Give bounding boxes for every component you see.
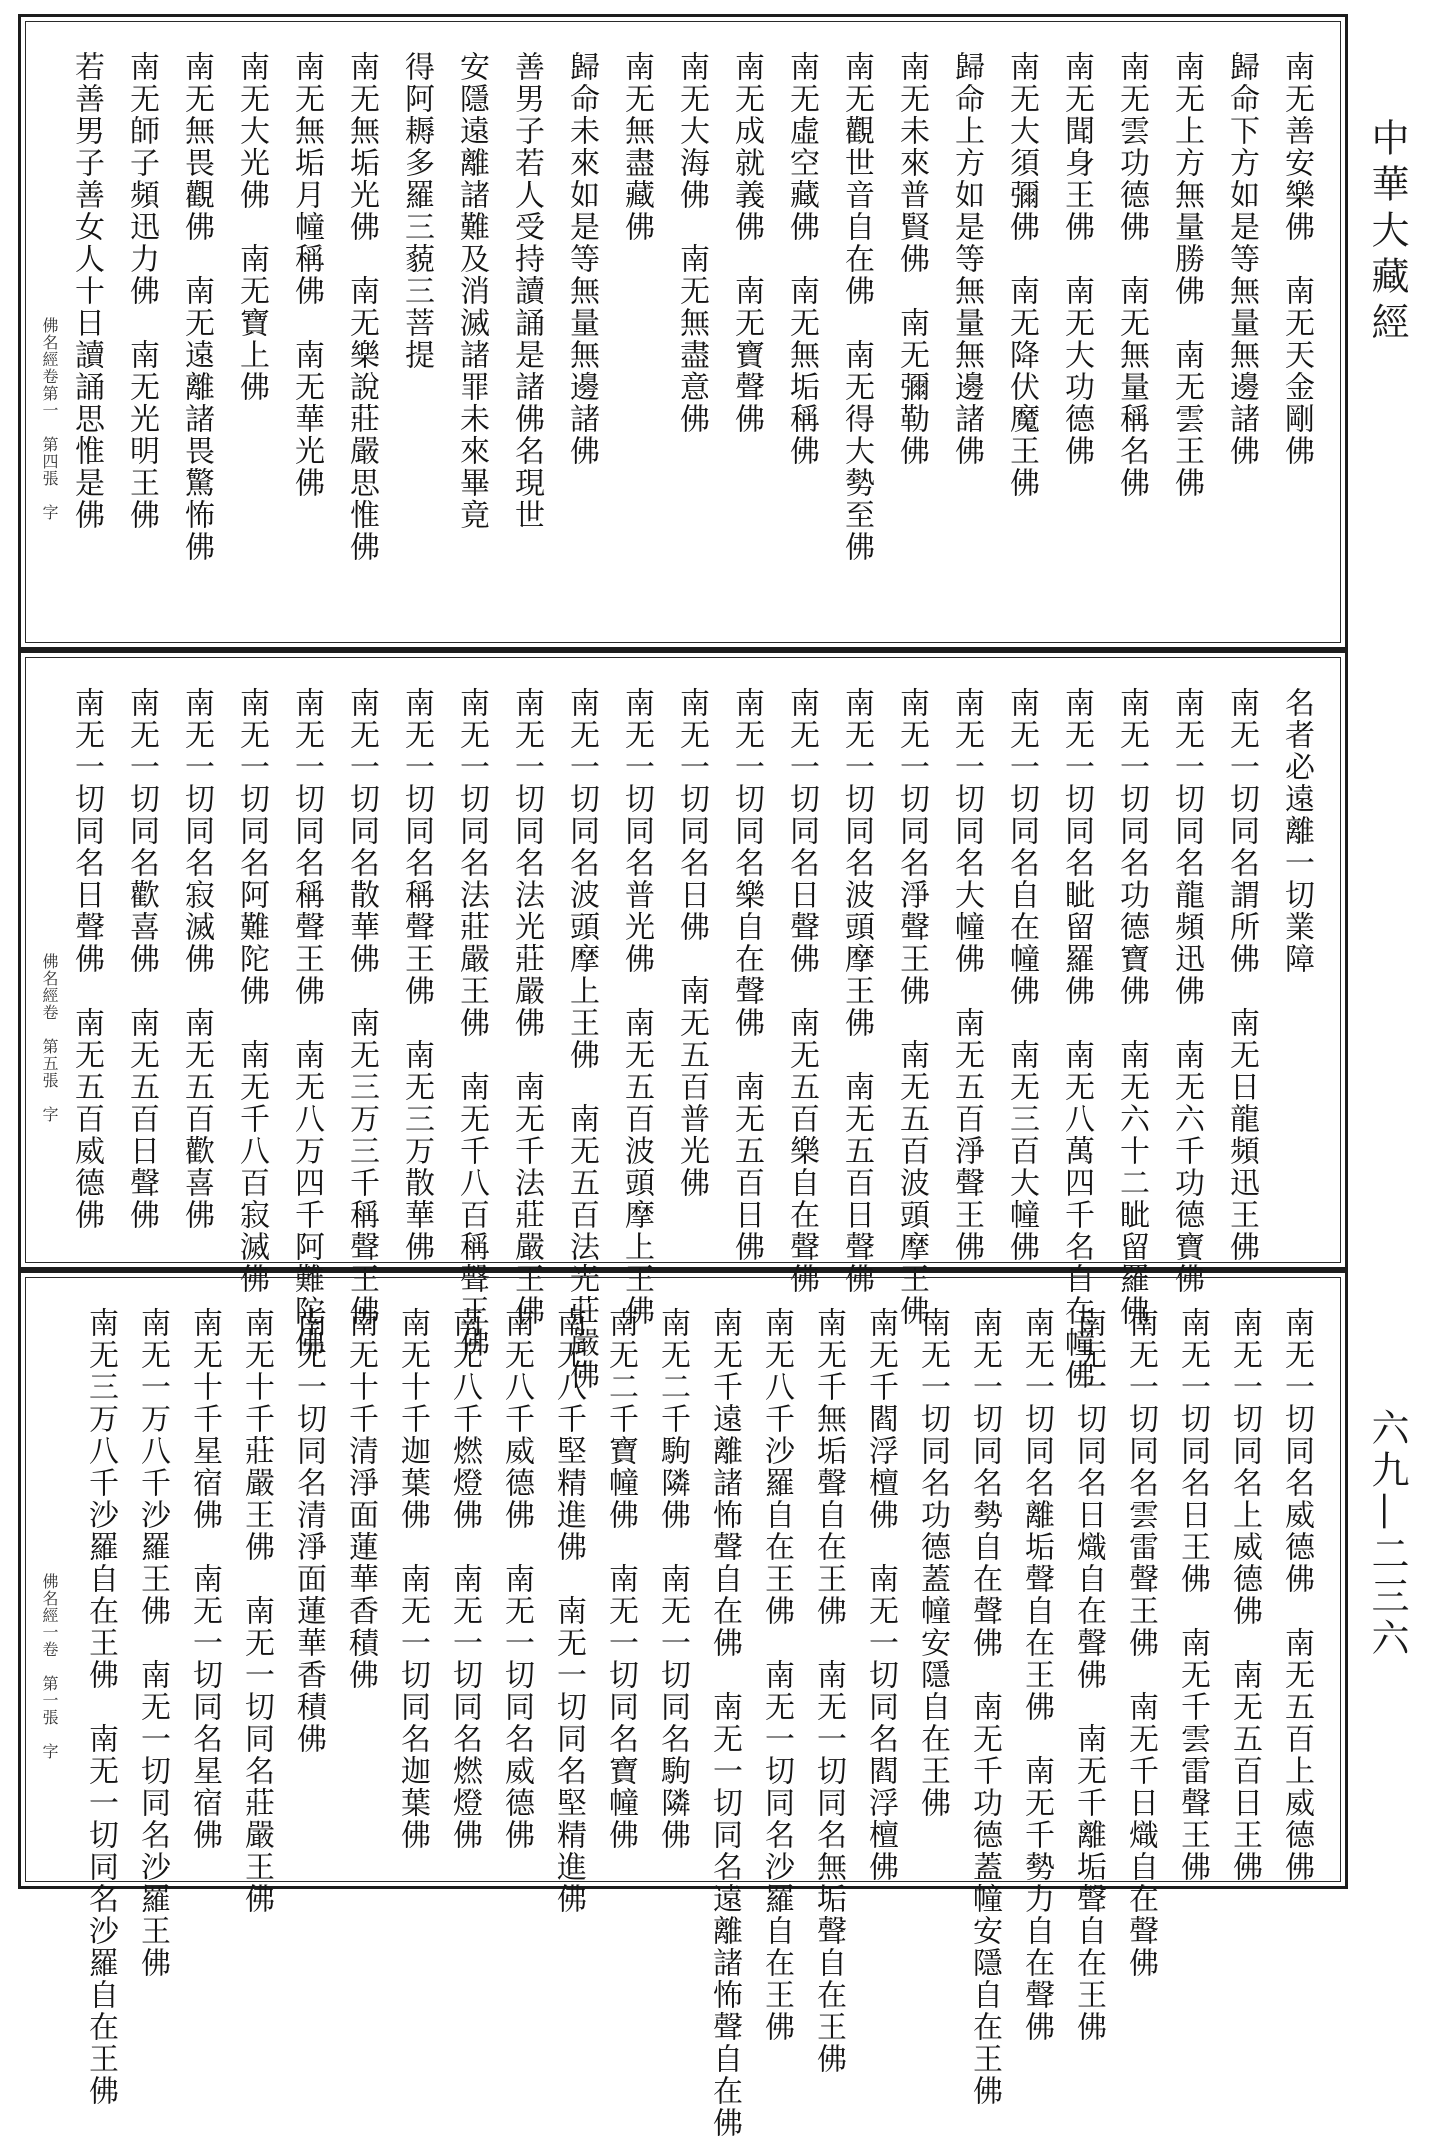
text-column: 南无大須彌佛 南无降伏魔王佛 — [1004, 51, 1039, 499]
text-column: 南无一切同名功德寶佛 南无六十二眦留羅佛 — [1114, 687, 1149, 1327]
text-column: 南无一切同名眦留羅佛 南无八萬四千名自在幢佛 — [1059, 687, 1094, 1391]
text-column: 南无一切同名上威德佛 南无五百日王佛 — [1227, 1307, 1262, 1883]
text-column: 南无無盡藏佛 — [619, 51, 654, 243]
text-panel-bottom — [18, 1270, 1348, 2139]
text-column: 南无千遠離諸怖聲自在佛 南无一切同名遠離諸怖聲自在佛 — [707, 1307, 742, 2139]
text-column: 南无一切同名雲雷聲王佛 南无千日熾自在聲佛 — [1123, 1307, 1158, 1979]
text-column: 得阿耨多羅三藐三菩提 — [399, 51, 434, 371]
text-column: 南无一切同名寂滅佛 南无五百歡喜佛 — [179, 687, 214, 1231]
text-column: 南无一切同名龍頻迅佛 南无六千功德寶佛 — [1169, 687, 1204, 1295]
text-column: 歸命未來如是等無量無邊諸佛 — [564, 51, 599, 467]
text-column: 南无十千迦葉佛 南无一切同名迦葉佛 — [395, 1307, 430, 1851]
text-column: 南无虛空藏佛 南无無垢稱佛 — [784, 51, 819, 467]
text-column: 南无觀世音自在佛 南无得大勢至佛 — [839, 51, 874, 563]
text-column: 南无一切同名功德蓋幢安隱自在王佛 — [915, 1307, 950, 1819]
text-column: 南无千無垢聲自在王佛 南无一切同名無垢聲自在王佛 — [811, 1307, 846, 2075]
text-column: 歸命下方如是等無量無邊諸佛 — [1224, 51, 1259, 467]
text-column: 南无二千駒隣佛 南无一切同名駒隣佛 — [655, 1307, 690, 1851]
text-column: 南无一切同名日佛 南无五百普光佛 — [674, 687, 709, 1199]
text-column: 南无一切同名稱聲王佛 南无八万四千阿難陀佛 — [289, 687, 324, 1359]
text-column: 南无一切同名散華佛 南无三万三千稱聲王佛 — [344, 687, 379, 1327]
text-column: 南无未來普賢佛 南无彌勒佛 — [894, 51, 929, 467]
text-column: 南无一切同名稱聲王佛 南无三万散華佛 — [399, 687, 434, 1263]
text-column: 南无師子頻迅力佛 南无光明王佛 — [124, 51, 159, 531]
column-group — [21, 653, 1345, 1391]
text-column: 南无一切同名威德佛 南无五百上威德佛 — [1279, 1307, 1314, 1883]
text-column: 南无一切同名波頭摩上王佛 南无五百法光莊嚴佛 — [564, 687, 599, 1391]
text-column: 南无一切同名日王佛 南无千雲雷聲王佛 — [1175, 1307, 1210, 1883]
text-column: 南无八千燃燈佛 南无一切同名燃燈佛 — [447, 1307, 482, 1851]
text-column: 名者必遠離一切業障 — [1279, 687, 1314, 975]
text-column: 南无千閻浮檀佛 南无一切同名閻浮檀佛 — [863, 1307, 898, 1883]
text-column: 南无十千星宿佛 南无一切同名星宿佛 — [187, 1307, 222, 1851]
text-column: 南无一切同名法光莊嚴佛 南无千法莊嚴王佛 — [509, 687, 544, 1327]
text-column: 南无三万八千沙羅自在王佛 南无一切同名沙羅自在王佛 — [83, 1307, 118, 2107]
text-column: 若善男子善女人十日讀誦思惟是佛 — [69, 51, 104, 531]
margin-note: 佛名經一卷 第一張 字 — [40, 1573, 59, 1760]
text-column: 南无無畏觀佛 南无遠離諸畏驚怖佛 — [179, 51, 214, 563]
text-column: 南无十千莊嚴王佛 南无一切同名莊嚴王佛 — [239, 1307, 274, 1915]
text-column: 南无一切同名清淨面蓮華香積佛 — [291, 1307, 326, 1755]
collection-title: 中華大藏經 — [1365, 118, 1409, 348]
text-column: 南无一切同名日熾自在聲佛 南无千離垢聲自在王佛 — [1071, 1307, 1106, 2043]
column-group — [21, 1273, 1345, 2139]
column-group — [21, 17, 1345, 647]
text-column: 南无一切同名自在幢佛 南无三百大幢佛 — [1004, 687, 1039, 1263]
text-column: 南无大海佛 南无無盡意佛 — [674, 51, 709, 435]
text-column: 南无一切同名樂自在聲佛 南无五百日佛 — [729, 687, 764, 1263]
text-column: 安隱遠離諸難及消滅諸罪未來畢竟 — [454, 51, 489, 531]
text-column: 南无一切同名波頭摩王佛 南无五百日聲佛 — [839, 687, 874, 1295]
text-column: 歸命上方如是等無量無邊諸佛 — [949, 51, 984, 467]
text-column: 南无十千清淨面蓮華香積佛 — [343, 1307, 378, 1691]
text-column: 南无一切同名離垢聲自在王佛 南无千勢力自在聲佛 — [1019, 1307, 1054, 2043]
text-column: 南无二千寶幢佛 南无一切同名寶幢佛 — [603, 1307, 638, 1851]
text-panel-top — [18, 14, 1348, 650]
text-column: 南无一切同名日聲佛 南无五百威德佛 — [69, 687, 104, 1231]
text-column: 南无一切同名淨聲王佛 南无五百波頭摩王佛 — [894, 687, 929, 1327]
text-column: 南无無垢月幢稱佛 南无華光佛 — [289, 51, 324, 499]
text-column: 南无一切同名勢自在聲佛 南无千功德蓋幢安隱自在王佛 — [967, 1307, 1002, 2107]
text-column: 南无成就義佛 南无寶聲佛 — [729, 51, 764, 435]
text-column: 南无一万八千沙羅王佛 南无一切同名沙羅王佛 — [135, 1307, 170, 1979]
text-column: 南无一切同名大幢佛 南无五百淨聲王佛 — [949, 687, 984, 1263]
text-column: 南无聞身王佛 南无大功德佛 — [1059, 51, 1094, 467]
margin-note: 佛名經卷第一 第四張 字 — [40, 317, 59, 521]
page-number: 六九—二三六 — [1365, 1408, 1409, 1660]
text-column: 南无一切同名普光佛 南无五百波頭摩上王佛 — [619, 687, 654, 1327]
text-column: 南无八千堅精進佛 南无一切同名堅精進佛 — [551, 1307, 586, 1915]
text-column: 南无大光佛 南无寶上佛 — [234, 51, 269, 403]
text-column: 南无八千威德佛 南无一切同名威德佛 — [499, 1307, 534, 1851]
text-column: 南无雲功德佛 南无無量稱名佛 — [1114, 51, 1149, 499]
text-column: 南无一切同名歡喜佛 南无五百日聲佛 — [124, 687, 159, 1231]
text-column: 南无八千沙羅自在王佛 南无一切同名沙羅自在王佛 — [759, 1307, 794, 2043]
text-column: 南无一切同名阿難陀佛 南无千八百寂滅佛 — [234, 687, 269, 1295]
text-panel-middle — [18, 650, 1348, 1391]
text-column: 南无善安樂佛 南无天金剛佛 — [1279, 51, 1314, 467]
text-column: 南无無垢光佛 南无樂說莊嚴思惟佛 — [344, 51, 379, 563]
margin-note: 佛名經卷 第五張 字 — [40, 953, 59, 1123]
text-column: 南无上方無量勝佛 南无雲王佛 — [1169, 51, 1204, 499]
text-column: 南无一切同名謂所佛 南无日龍頻迅王佛 — [1224, 687, 1259, 1263]
text-column: 南无一切同名日聲佛 南无五百樂自在聲佛 — [784, 687, 819, 1295]
text-column: 善男子若人受持讀誦是諸佛名現世 — [509, 51, 544, 531]
text-column: 南无一切同名法莊嚴王佛 南无千八百稱聲王佛 — [454, 687, 489, 1359]
